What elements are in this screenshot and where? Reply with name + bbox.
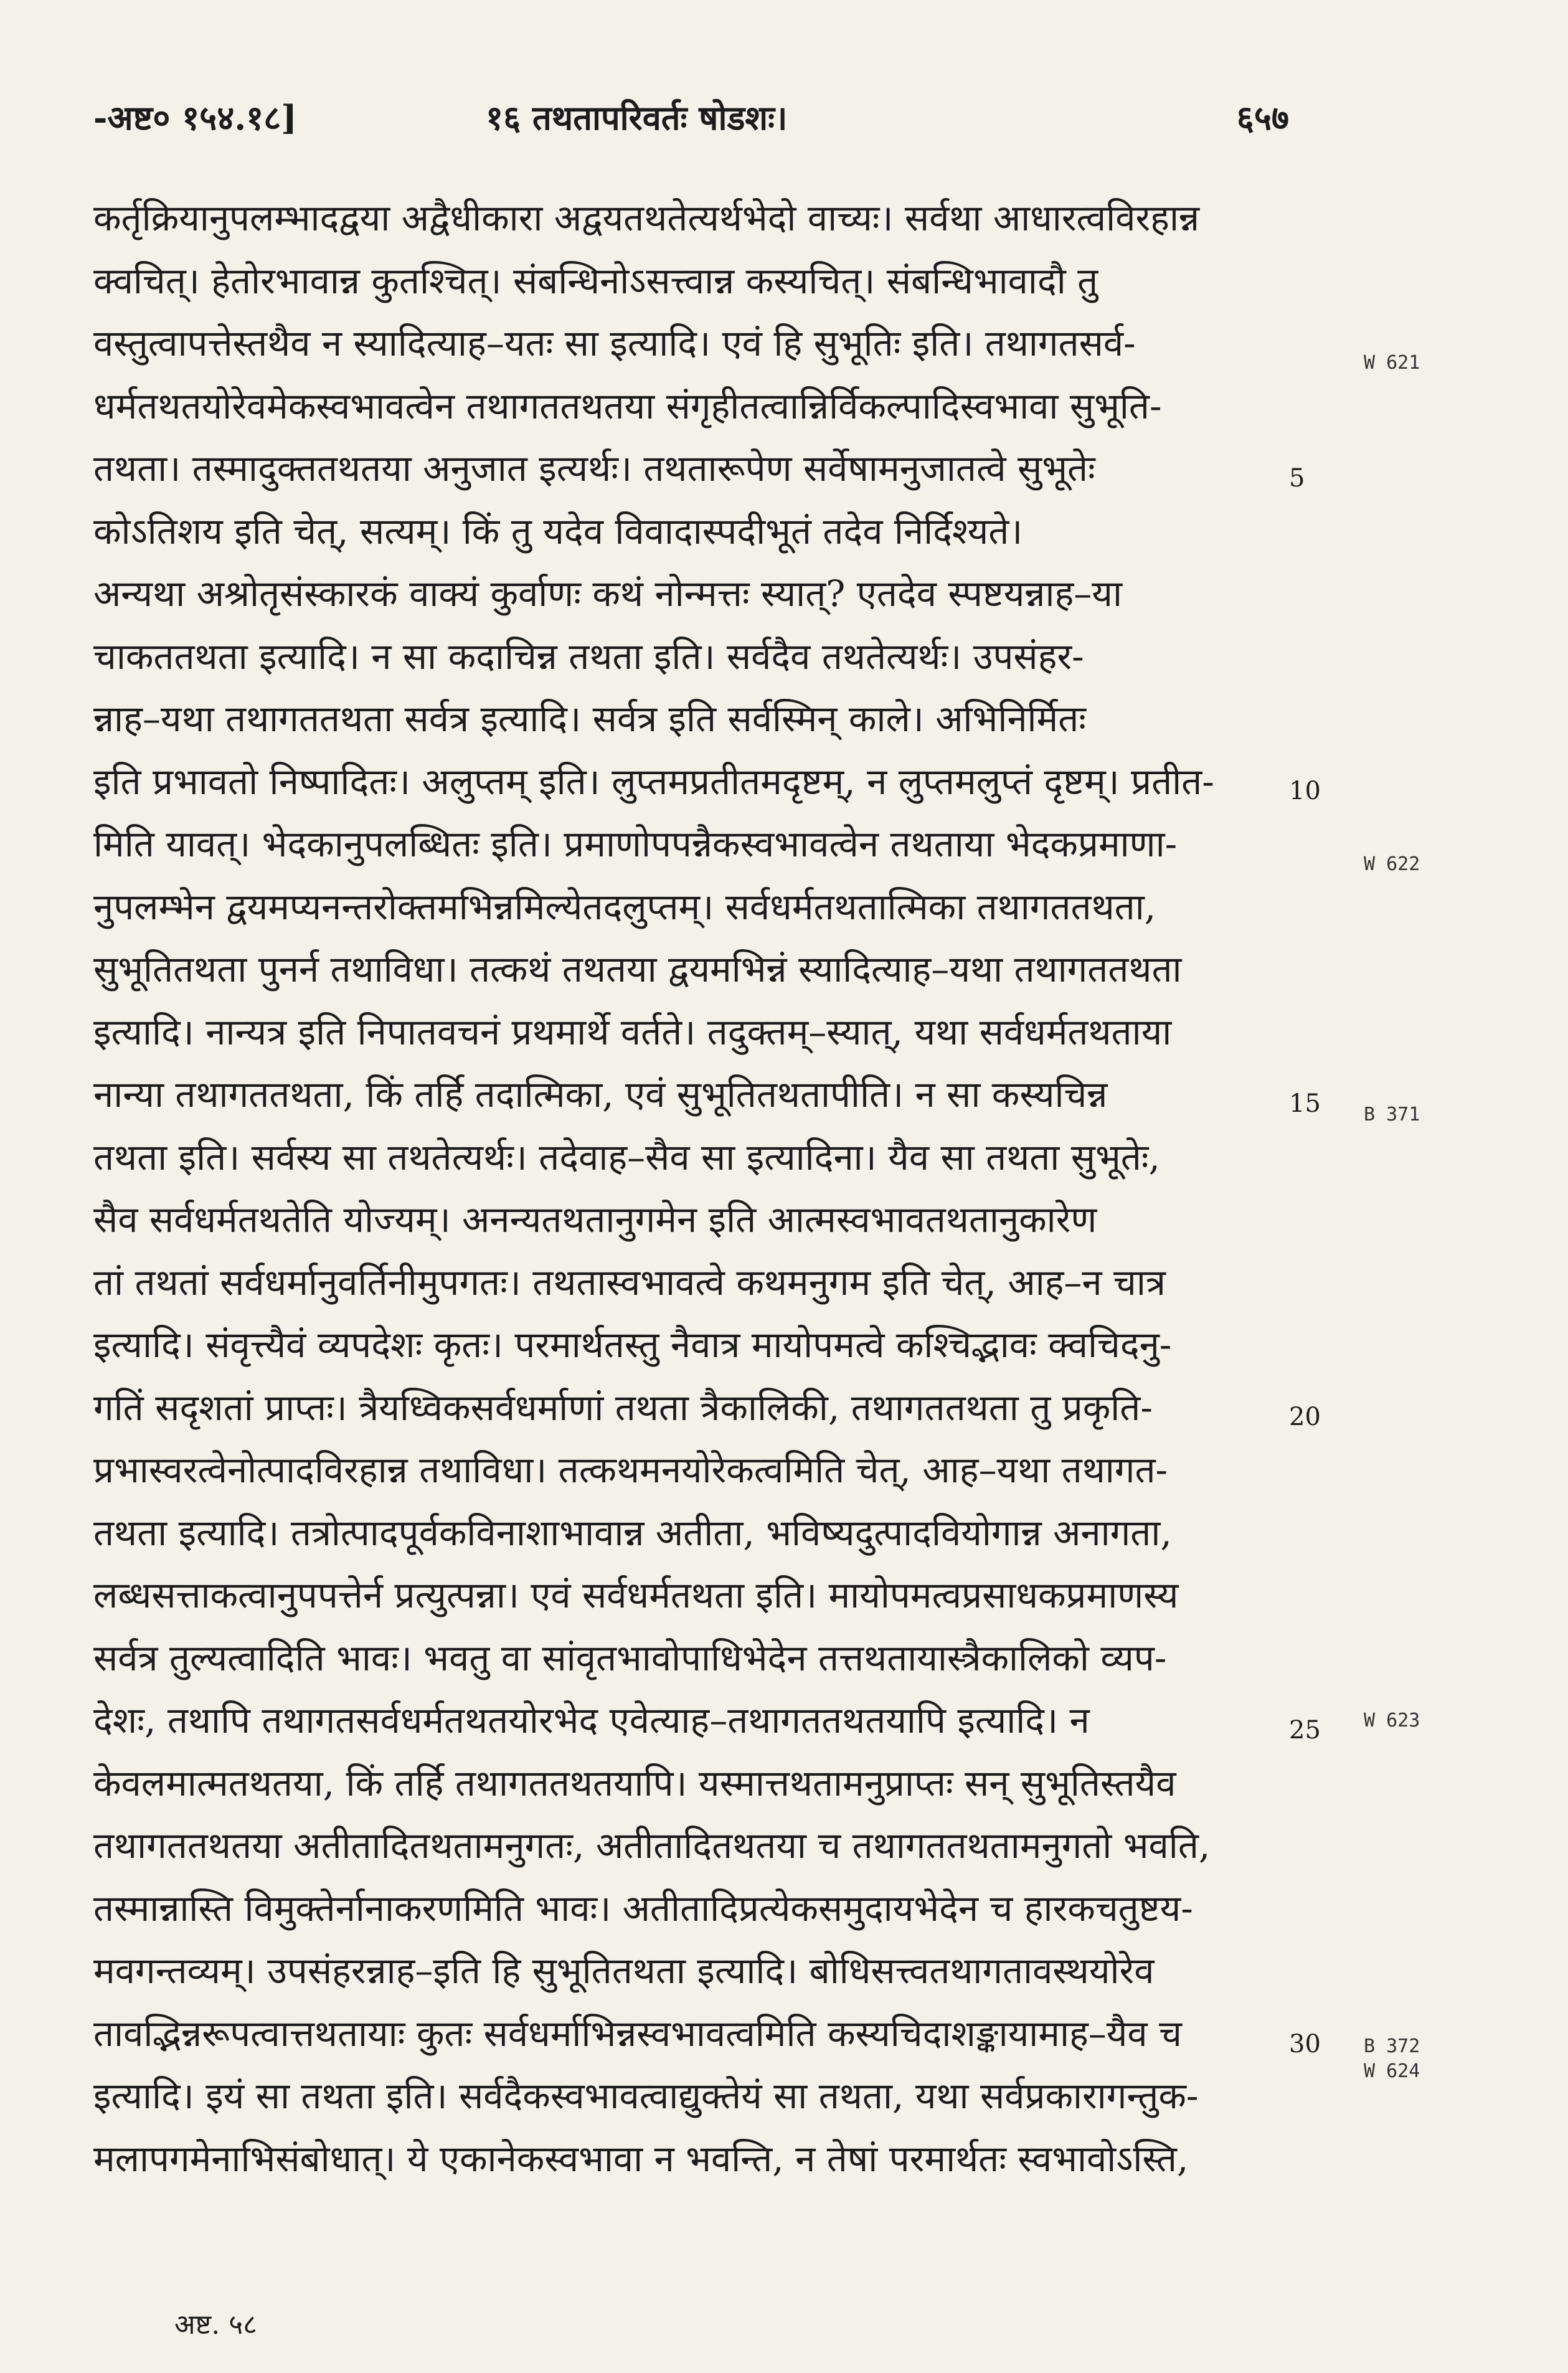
text-line: मवगन्तव्यम्। उपसंहरन्नाह–इति हि सुभूतितथता इत्यादि। बोधिसत्त्वतथागतावस्थयोरेव [93,1949,1155,1992]
text-line: तथता इति। सर्वस्य सा तथतेत्यर्थः। तदेवाह–सैव सा इत्यादिना। यैव सा तथता सुभूतेः, [93,1135,1160,1178]
line-number: 20 [1289,1403,1321,1431]
text-line: कोऽतिशय इति चेत्, सत्यम्। किं तु यदेव विवादास्पदीभूतं तदेव निर्दिश्यते। [93,509,1023,552]
text-line: कर्तृक्रियानुपलम्भादद्वया अद्वैधीकारा अद्वयतथतेत्यर्थभेदो वाच्यः। सर्वथा आधारत्वविरहान्न [93,197,1200,239]
text-line: मिति यावत्। भेदकानुपलब्धितः इति। प्रमाणोपपन्नैकस्वभावत्वेन तथताया भेदकप्रमाणा- [93,823,1178,865]
text-line: देशः, तथापि तथागतसर्वधर्मतथतयोरभेद एवेत्याह–तथागततथतयापि इत्यादि। न [93,1699,1090,1741]
signature-mark: अष्ट. ५८ [174,2309,258,2341]
text-line: क्वचित्। हेतोरभावान्न कुतश्चित्। संबन्धिनोऽसत्त्वान्न कस्यचित्। संबन्धिभावादौ तु [93,259,1098,302]
text-line: इति प्रभावतो निष्पादितः। अलुप्तम् इति। लुप्तमप्रतीतमदृष्टम्, न लुप्तमलुप्तं दृष्टम्। प्रतीत- [93,760,1214,803]
line-number: 25 [1289,1716,1321,1745]
line-number: 15 [1289,1089,1321,1118]
text-line: सैव सर्वधर्मतथतेति योज्यम्। अनन्यतथतानुगमेन इति आत्मस्वभावतथतानुकारेण [93,1198,1097,1241]
text-line: इत्यादि। संवृत्त्यैवं व्यपदेशः कृतः। परमार्थतस्तु नैवात्र मायोपमत्वे कश्चिद्भावः क्वचिदनु- [93,1324,1172,1366]
text-body [93,187,1289,2190]
text-line: सर्वत्र तुल्यत्वादिति भावः। भवतु वा सांवृतभावोपाधिभेदेन तत्तथतायास्त्रैकालिको व्यप- [93,1636,1167,1679]
margin-reference: W 621 [1364,352,1420,374]
text-line: सुभूतितथता पुनर्न तथाविधा। तत्कथं तथतया द्वयमभिन्नं स्यादित्याह–यथा तथागततथता [93,948,1182,990]
text-line: केवलमात्मतथतया, किं तर्हि तथागततथतयापि। यस्मात्तथतामनुप्राप्तः सन् सुभूतिस्तयैव [93,1761,1176,1804]
margin-reference: W 624 [1364,2060,1420,2082]
line-number: 10 [1289,777,1321,805]
text-line: चाकततथता इत्यादि। न सा कदाचिन्न तथता इति। सर्वदैव तथतेत्यर्थः। उपसंहर- [93,635,1084,678]
margin-reference: W 623 [1364,1710,1420,1731]
page-header [93,93,1289,149]
margin-reference: B 372 [1364,2035,1420,2057]
text-line: इत्यादि। इयं सा तथता इति। सर्वदैकस्वभावत्वाद्युक्तेयं सा तथता, यथा सर्वप्रकारागन्तुक- [93,2075,1199,2117]
text-line: तथता इत्यादि। तत्रोत्पादपूर्वकविनाशाभावान्न अतीता, भविष्यदुत्पादवियोगान्न अनागता, [93,1511,1172,1554]
margin-reference: W 622 [1364,853,1420,875]
text-line: अन्यथा अश्रोतृसंस्कारकं वाक्यं कुर्वाणः कथं नोन्मत्तः स्यात्? एतदेव स्पष्टयन्नाह–या [93,572,1122,615]
text-line: तावद्भिन्नरूपत्वात्तथतायाः कुतः सर्वधर्माभिन्नस्वभावत्वमिति कस्यचिदाशङ्कायामाह–यैव च [93,2012,1182,2055]
chapter-title: १६ तथतापरिवर्तः षोडशः। [486,98,788,138]
text-line: नुपलम्भेन द्वयमप्यनन्तरोक्तमभिन्नमिल्येतदलुप्तम्। सर्वधर्मतथतात्मिका तथागततथता, [93,885,1156,928]
text-line: इत्यादि। नान्यत्र इति निपातवचनं प्रथमार्थे वर्तते। तदुक्तम्–स्यात्, यथा सर्वधर्मतथताया [93,1010,1172,1053]
text-line: वस्तुत्वापत्तेस्तथैव न स्यादित्याह–यतः सा इत्यादि। एवं हि सुभूतिः इति। तथागतसर्व- [93,322,1136,364]
margin-reference: B 371 [1364,1104,1420,1125]
line-number: 5 [1289,464,1305,493]
text-line: नान्या तथागततथता, किं तर्हि तदात्मिका, एवं सुभूतितथतापीति। न सा कस्यचिन्न [93,1073,1108,1115]
verse-reference: -अष्ट० १५४.१८] [93,98,297,138]
text-line: गतिं सदृशतां प्राप्तः। त्रैयध्विकसर्वधर्माणां तथता त्रैकालिकी, तथागततथता तु प्रकृति- [93,1386,1153,1429]
text-line: प्रभास्वरत्वेनोत्पादविरहान्न तथाविधा। तत्कथमनयोरेकत्वमिति चेत्, आह–यथा तथागत- [93,1449,1168,1491]
text-line: तथता। तस्मादुक्ततथतया अनुजात इत्यर्थः। तथतारूपेण सर्वेषामनुजातत्वे सुभूतेः [93,447,1095,490]
text-line: तथागततथतया अतीतादितथतामनुगतः, अतीतादितथतया च तथागततथतामनुगतो भवति, [93,1824,1211,1867]
page-number: ६५७ [1236,98,1289,138]
text-line: तस्मान्नास्ति विमुक्तेर्नानाकरणमिति भावः। अतीतादिप्रत्येकसमुदायभेदेन च हारकचतुष्टय- [93,1887,1193,1930]
text-line: लब्धसत्ताकत्वानुपपत्तेर्न प्रत्युत्पन्ना। एवं सर्वधर्मतथता इति। मायोपमत्वप्रसाधकप्रमाणस्य [93,1574,1179,1616]
text-line: न्नाह–यथा तथागततथता सर्वत्र इत्यादि। सर्वत्र इति सर्वस्मिन् काले। अभिनिर्मितः [93,698,1087,740]
text-line: धर्मतथतयोरेवमेकस्वभावत्वेन तथागततथतया संगृहीतत्वान्निर्विकल्पादिस्वभावा सुभूति- [93,384,1162,427]
text-line: मलापगमेनाभिसंबोधात्। ये एकानेकस्वभावा न भवन्ति, न तेषां परमार्थतः स्वभावोऽस्ति, [93,2137,1189,2180]
text-line: तां तथतां सर्वधर्मानुवर्तिनीमुपगतः। तथतास्वभावत्वे कथमनुगम इति चेत्, आह–न चात्र [93,1261,1166,1304]
line-number: 30 [1289,2030,1321,2058]
